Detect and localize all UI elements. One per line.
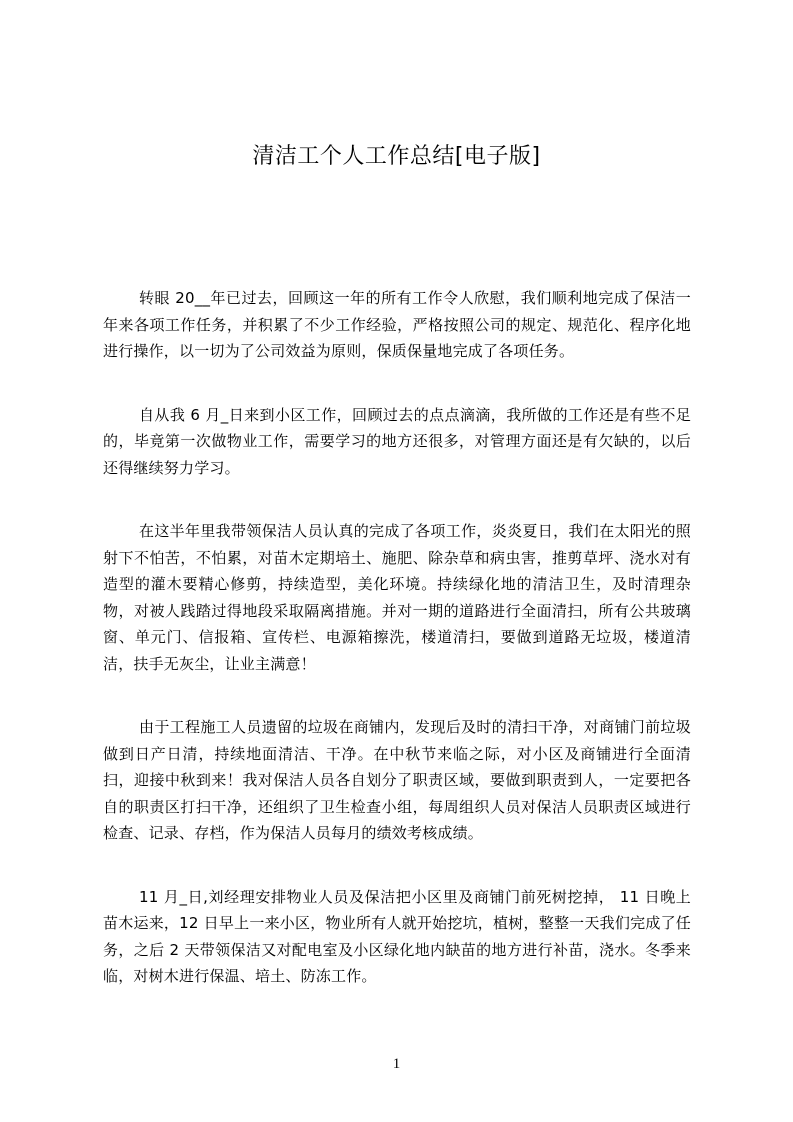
- document-body: [103, 285, 691, 1027]
- paragraph: 由于工程施工人员遗留的垃圾在商铺内，发现后及时的清扫干净，对商铺门前垃圾做到日产日清，持续地面清洁、干净。在中秋节来临之际，对小区及商铺进行全面清扫，迎接中秋到来！我对保洁人员各自划分了职责区域，要做到职责到人，一定要把各自的职责区打扫干净，还组织了卫生检查小组，每周组织人员对保洁人员职责区域进行检查、记录、存档，作为保洁人员每月的绩效考核成绩。: [103, 718, 691, 842]
- paragraph: 11 月_日,刘经理安排物业人员及保洁把小区里及商铺门前死树挖掉， 11 日晚上苗木运来，12 日早上一来小区，物业所有人就开始挖坑，植树，整整一天我们完成了任务，之后 2 天带领保洁又对配电室及小区绿化地内缺苗的地方进行补苗，浇水。冬季来临，对树木进行保温、培土、防冻工作。: [103, 887, 691, 985]
- document-title: 清洁工个人工作总结[电子版]: [252, 144, 541, 169]
- paragraph: 自从我 6 月_日来到小区工作，回顾过去的点点滴滴，我所做的工作还是有些不足的，毕竟第一次做物业工作，需要学习的地方还很多，对管理方面还是有欠缺的，以后还得继续努力学习。: [103, 405, 691, 477]
- paragraph: 在这半年里我带领保洁人员认真的完成了各项工作，炎炎夏日，我们在太阳光的照射下不怕苦，不怕累，对苗木定期培土、施肥、除杂草和病虫害，推剪草坪、浇水对有造型的灌木要精心修剪，持续造型，美化环境。持续绿化地的清洁卫生，及时清理杂物，对被人践踏过得地段采取隔离措施。并对一期的道路进行全面清扫，所有公共玻璃窗、单元门、信报箱、宣传栏、电源箱擦洗，楼道清扫，要做到道路无垃圾，楼道清洁，扶手无灰尘，让业主满意！: [103, 522, 691, 673]
- page-number: 1: [392, 1056, 401, 1072]
- paragraph: 转眼 20__年已过去，回顾这一年的所有工作令人欣慰，我们顺利地完成了保洁一年来各项工作任务，并积累了不少工作经验，严格按照公司的规定、规范化、程序化地进行操作，以一切为了公司效益为原则，保质保量地完成了各项任务。: [103, 289, 691, 360]
